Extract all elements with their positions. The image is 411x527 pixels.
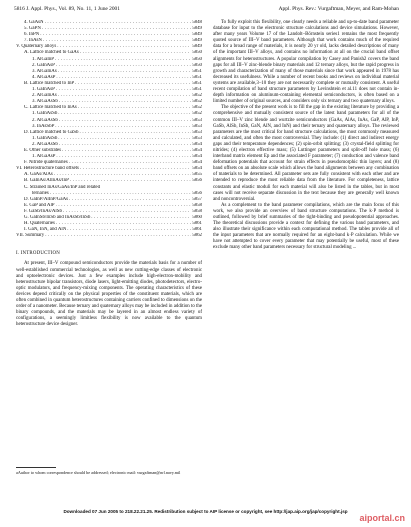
toc-page-number: 5854	[192, 166, 202, 172]
toc-page-number: 5852	[192, 93, 202, 99]
toc-label: 5. GaPN	[24, 26, 41, 32]
toc-page-number: 5851	[192, 87, 202, 93]
toc-label: 4. GaAsN	[24, 20, 44, 25]
toc-label: 2. AlGaInAs	[32, 93, 57, 99]
toc-page-number: 5850	[192, 50, 202, 56]
body-paragraph-1: To fully exploit this flexibility, one clearly needs a reliable and up-to-date band parameter database for input to the electronic structure calculations and device simulations. However, after many years Volume 17 of the Landolt–Börnstein series1 remains the most frequently quoted source of III–V band parameters. Although that work contains much of the required data for a broad range of materials, it is nearly 20 yr old, lacks detailed descriptions of many of the important III–V alloys, and contains no information at all on the crucial band offset alignments for heterostructures. A popular compilation by Casey and Panish2 covers the band gaps for all III–V zinc-blende binary materials and 12 ternary alloys, but the rapid progress in growth and characterization of many of those materials since that work appeared in 1978 has decreased its usefulness. While a number of recent books and reviews on individual material systems are available,3–10 they are not necessarily complete or mutually consistent. A useful recent compilation of band structure parameters by Levinshtein et al.11 does not contain in-depth information on aluminum-containing elemental semiconductors, is often based on a limited number of original sources, and considers only six ternary and two quaternary alloys.	[213, 20, 399, 105]
toc-page-number: 5849	[192, 44, 202, 50]
toc-label: A. GaAs/AlAs	[24, 172, 53, 178]
toc-page-number: 5852	[192, 99, 202, 105]
header-authors: Appl. Phys. Rev.: Vurgaftman, Meyer, and Ram-Mohan	[278, 6, 399, 12]
toc-page-number: 5855	[192, 172, 202, 178]
toc-label: C. Lattice matched to InAs	[24, 105, 77, 111]
toc-page-number: 5858	[192, 202, 202, 208]
toc-page-number: 5861	[192, 221, 202, 227]
toc-page-number: 5848	[192, 20, 202, 25]
toc-label: F. GaSb/InAs/AlSb	[24, 208, 62, 214]
toc-page-number: 5852	[192, 111, 202, 117]
toc-page-number: 5851	[192, 74, 202, 80]
toc-label: 3. AlGaInAs	[32, 68, 57, 74]
toc-page-number: 5853	[192, 117, 202, 123]
toc-label: C. Strained InAs/GaAs/InP and related	[24, 184, 101, 190]
right-column	[213, 20, 399, 252]
toc-label: 4. AlGaAsP	[32, 74, 56, 80]
toc-label: H. Quaternaries	[24, 221, 55, 227]
toc-page-number: 5853	[192, 129, 202, 135]
toc-label: 2. AlGaAsSb	[32, 117, 58, 123]
toc-label: B. Lattice matched to InP	[24, 80, 75, 86]
toc-label: D. Lattice matched to GaSb	[24, 129, 79, 135]
toc-page-number: 5856	[192, 190, 202, 196]
toc-label: 1. AlGaInP	[32, 56, 55, 62]
toc-label: 1. AlGaAsP	[32, 154, 56, 160]
toc-page-number: 5862	[192, 233, 202, 239]
toc-label: ternaries	[32, 190, 49, 196]
toc-page-number: 5854	[192, 154, 202, 160]
toc-page-number: 5850	[192, 56, 202, 62]
toc-page-number: 5849	[192, 38, 202, 44]
toc-label: 1. GaInAsSb	[32, 111, 58, 117]
toc-label: D. GaInP/AlInP/GaAs	[24, 196, 69, 202]
table-of-contents	[16, 20, 202, 239]
toc-page-number: 5854	[192, 160, 202, 166]
toc-label: 1. GaInAsP	[32, 87, 55, 93]
toc-page-number: 5861	[192, 227, 202, 233]
toc-label: 7. InAsN	[24, 38, 42, 44]
toc-page-number: 5849	[192, 32, 202, 38]
toc-page-number: 5853	[192, 123, 202, 129]
watermark-logo: aiportal.cn	[359, 513, 405, 523]
toc-page-number: 5851	[192, 80, 202, 86]
toc-label: 2. AlGaAsSb	[32, 141, 58, 147]
body-paragraph-2: The objective of the present work is to fill the gap in the existing literature by providing a comprehensive and mutually consistent source of the latest band parameters for all of the common III–V zinc blende and wurtzite semiconductors (GaAs, AlAs, InAs, GaP, AlP, InP, GaSb, AlSb, InSb, GaN, AlN, and InN) and their ternary and quaternary alloys. The reviewed parameters are the most critical for band structure calculations, the most commonly measured and calculated, and often the most controversial. They include: (1) direct and indirect energy gaps and their temperature dependences; (2) spin-orbit splitting; (3) crystal-field splitting for nitrides; (4) electron effective mass; (5) Luttinger parameters and split-off hole mass; (6) interband matrix element Ep and the associated F parameter; (7) conduction and valence band deformation potentials that account for strain effects in pseudomorphic thin layers; and (8) band offsets on an absolute scale which allows the band alignments between any combination of materials to be determined. All parameter sets are fully consistent with each other and are intended to reproduce the most reliable data from the literature. For completeness, lattice constants and elastic moduli for each material will also be listed in the tables, but in most cases will not receive separate discussion in the text because they are generally well known and noncontroversial.	[213, 105, 399, 202]
toc-label: I. GaN, InN, and AlN	[24, 227, 67, 233]
toc-page-number: 5852	[192, 105, 202, 111]
toc-page-number: 5849	[192, 26, 202, 32]
toc-page-number: 5851	[192, 68, 202, 74]
toc-label: VII. Summary	[16, 233, 45, 239]
toc-label: 3. InAsSbP	[32, 123, 55, 129]
toc-page-number: 5854	[192, 141, 202, 147]
toc-entry	[16, 233, 202, 239]
toc-page-number: 5857	[192, 196, 202, 202]
toc-label: A. Lattice matched to GaAs	[24, 50, 79, 56]
header-journal: 5816 J. Appl. Phys., Vol. 89, No. 11, 1 June 2001	[14, 6, 120, 12]
footnote-text: aAuthor to whom correspondence should be addressed; electronic mail: vurgaftman@nrl.navy.mil	[16, 470, 181, 475]
toc-label: 1. GaInAsSb	[32, 135, 58, 141]
download-footer: Downloaded 07 Jun 2005 to 218.22.21.25. Redistribution subject to AIP license or copyright, see http://jap.aip.org/jap/copyright.jsp	[63, 509, 348, 514]
toc-label: V. Quaternary alloys	[16, 44, 57, 50]
toc-label: G. GaInSb/InSb and InAsSb/InSb	[24, 215, 91, 220]
toc-label: 6. InPN	[24, 32, 40, 38]
toc-page-number: 5853	[192, 135, 202, 141]
toc-label: 2. GaInAsP	[32, 62, 55, 68]
toc-label: B. GaInAs/AlInAs/InP	[24, 178, 69, 184]
toc-page-number: 5860	[192, 215, 202, 220]
footnote-rule	[16, 467, 56, 468]
toc-page-number: 5856	[192, 178, 202, 184]
toc-label: E. GaP and AlP	[24, 202, 55, 208]
toc-label: 3. AlGaAsSb	[32, 99, 58, 105]
toc-page-number: 5854	[192, 147, 202, 153]
section-heading: I. INTRODUCTION	[16, 251, 61, 257]
body-paragraph-3: As a complement to the band parameter compilations, which are the main focus of this work, we also provide an overview of band structure computations. The k·P method is outlined, followed by brief summaries of the tight-binding and pseudopotential approaches. The theoretical discussions provide a context for defining the various band parameters, and also illustrate their significance within each computational method. The tables provide all of the input parameters that are normally required for an eight-band k·P calculation. While we have not attempted to cover every parameter that may potentially be useful, most of these exclude many other band parameters necessary for structural modeling ...	[213, 202, 399, 251]
toc-label: E. Other substrates	[24, 147, 62, 153]
footnote	[16, 467, 202, 475]
toc-label: VI. Heterostructure band offsets	[16, 166, 79, 172]
toc-page-number: 5850	[192, 62, 202, 68]
intro-paragraph: At present, III–V compound semiconductors provide the materials basis for a number of well-established commercial technologies, as well as new cutting-edge classes of electronic and optoelectronic devices. Just a few examples include high-electron-mobility and heterostructure bipolar transistors, diode lasers, light-emitting diodes, photodetectors, electro-optic modulators, and frequency-mixing components. The operating characteristics of these devices depend critically on the physical properties of the constituent materials, which are often combined in quantum heterostructures containing carriers confined to dimensions on the order of a nanometer. Because ternary and quaternary alloys may be included in addition to the binary compounds, and the materials may be layered in an almost endless variety of configurations, a seemingly limitless flexibility is now available to the quantum heterostructure device designer.	[16, 261, 202, 328]
left-column	[16, 20, 202, 329]
toc-page-number: 5858	[192, 208, 202, 214]
toc-label: F. Nitride quaternaries	[24, 160, 68, 166]
toc-leader-dots	[45, 233, 191, 239]
